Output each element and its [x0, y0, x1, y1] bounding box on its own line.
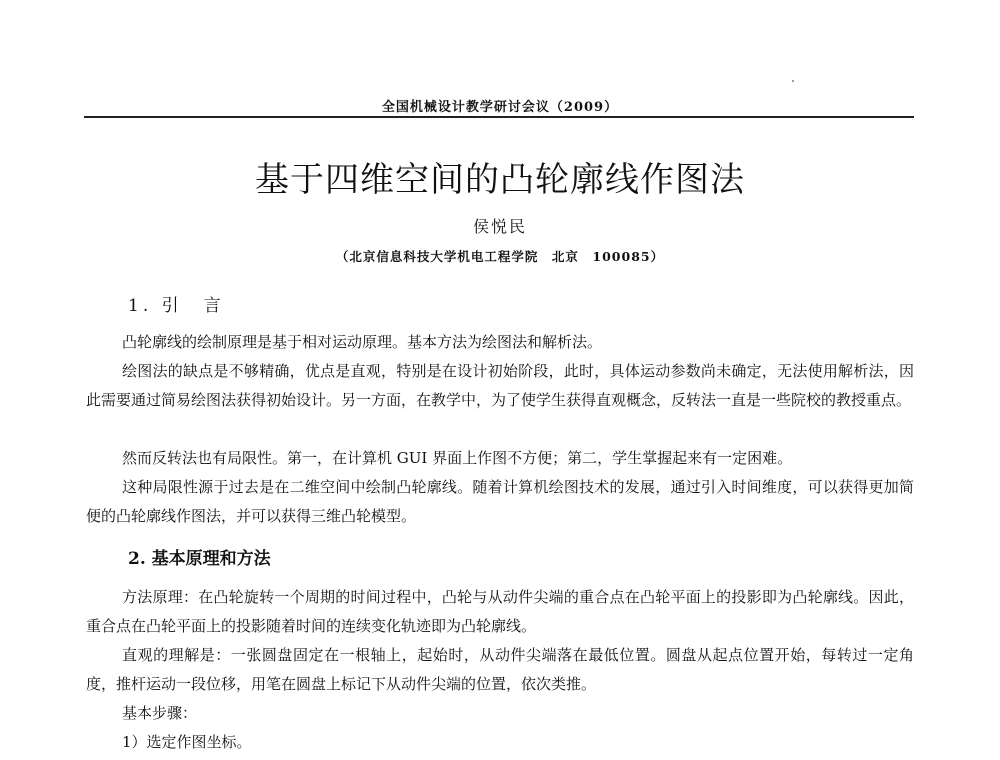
scan-speck: [792, 80, 794, 82]
method-paragraph-1: 方法原理：在凸轮旋转一个周期的时间过程中，凸轮与从动件尖端的重合点在凸轮平面上的投影即为凸轮廓线。因此，重合点在凸轮平面上的投影随着时间的连续变化轨迹即为凸轮廓线。: [86, 588, 914, 635]
intro-paragraph-1: 凸轮廓线的绘制原理是基于相对运动原理。基本方法为绘图法和解析法。: [122, 333, 603, 351]
step-item-1: 1）选定作图坐标。: [122, 733, 252, 751]
section-heading-intro: 1. 引 言: [128, 296, 225, 316]
author-affiliation: （北京信息科技大学机电工程学院 北京 100085）: [335, 249, 665, 264]
intro-paragraph-3: 然而反转法也有局限性。第一，在计算机 GUI 界面上作图不方便；第二，学生掌握起来有一定困难。: [122, 449, 793, 467]
author-name: 侯悦民: [472, 217, 527, 236]
steps-label: 基本步骤：: [122, 704, 198, 722]
section-heading-method: 2. 基本原理和方法: [128, 549, 271, 569]
conference-header: 全国机械设计教学研讨会议（2009）: [381, 100, 619, 115]
header-rule: [84, 116, 914, 118]
method-paragraph-2: 直观的理解是：一张圆盘固定在一根轴上，起始时，从动件尖端落在最低位置。圆盘从起点位置开始，每转过一定角度，推杆运动一段位移，用笔在圆盘上标记下从动件尖端的位置，依次类推。: [86, 646, 914, 693]
intro-paragraph-4: 这种局限性源于过去是在二维空间中绘制凸轮廓线。随着计算机绘图技术的发展，通过引入时间维度，可以获得更加简便的凸轮廓线作图法，并可以获得三维凸轮模型。: [86, 478, 914, 525]
intro-paragraph-2: 绘图法的缺点是不够精确，优点是直观，特别是在设计初始阶段，此时，具体运动参数尚未确定，无法使用解析法，因此需要通过简易绘图法获得初始设计。另一方面，在教学中，为了使学生获得直观概念，反转法一直是一些院校的教授重点。: [86, 362, 914, 409]
paper-title: 基于四维空间的凸轮廓线作图法: [255, 160, 745, 200]
